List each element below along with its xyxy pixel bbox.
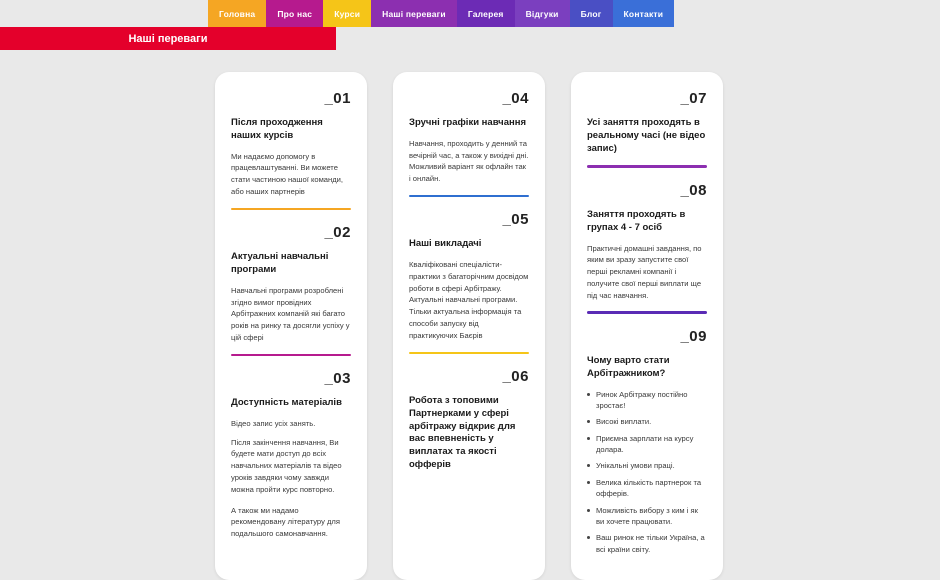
advantage-text: А також ми надамо рекомендовану літературу для подальшого самонавчання. <box>231 505 340 539</box>
advantage-title: Зручні графіки навчання <box>409 117 526 128</box>
advantage-number: _04 <box>502 90 529 107</box>
advantage-bullet-list <box>587 389 707 556</box>
advantage-text: Практичні домашні завдання, по яким ви зразу запустите свої перші рекламні компанії і получите свої перші виплати ще під час навчання. <box>587 243 702 300</box>
advantage-block-02 <box>231 224 351 356</box>
nav-item-label: Відгуки <box>525 8 559 19</box>
nav-item-label: Курси <box>334 8 361 19</box>
advantage-number: _09 <box>680 327 707 345</box>
advantage-block-08 <box>587 182 707 314</box>
advantage-title: Усі заняття проходять в реальному часі (не відео запис) <box>587 117 706 154</box>
nav-item-label: Галерея <box>467 8 504 19</box>
advantage-title: Після проходження наших курсів <box>231 117 323 141</box>
list-item: Приємна зарплати на курсу долара. <box>587 433 707 456</box>
list-item: Високі виплати. <box>587 416 707 427</box>
nav-item-2[interactable] <box>323 0 371 27</box>
advantage-text: Навчальні програми розроблені згідно вимог провідних Арбітражних компаній які багато років на ринку та досягли успіху у цій сфері <box>231 285 350 342</box>
list-item: Ваш ринок не тільки Україна, а всі країни світу. <box>587 532 707 555</box>
advantage-number: _07 <box>680 90 707 107</box>
advantage-block-06 <box>409 368 529 472</box>
advantage-title: Актуальні навчальні програми <box>231 251 329 275</box>
advantages-columns <box>0 72 940 580</box>
list-item: Велика кількість партнерок та офферів. <box>587 477 707 500</box>
nav-item-0[interactable] <box>208 0 266 27</box>
advantage-number: _08 <box>680 181 707 199</box>
advantage-number: _03 <box>324 370 351 388</box>
advantage-number: _02 <box>324 224 351 242</box>
advantage-text: Навчання, проходить у денний та вечірній час, а також у вихідні дні. Можливий варіант як офлайн так і онлайн. <box>409 138 529 184</box>
nav-item-6[interactable] <box>570 0 613 27</box>
nav-item-label: Наші переваги <box>382 8 446 19</box>
nav-item-4[interactable] <box>457 0 515 27</box>
advantage-divider <box>231 208 351 211</box>
advantage-title: Заняття проходять в групах 4 - 7 осіб <box>587 208 686 233</box>
advantage-text: Ми надаємо допомогу в працевлаштуванні. Ви можете стати частиною нашої команди, або наших партнерів <box>231 151 343 196</box>
advantage-title: Доступність матеріалів <box>231 397 342 409</box>
advantage-number: _06 <box>502 368 529 386</box>
top-navigation <box>208 0 674 27</box>
advantage-title: Наші викладачі <box>409 238 482 250</box>
section-banner-inner <box>0 27 336 50</box>
list-item: Унікальні умови праці. <box>587 460 707 471</box>
advantage-divider <box>409 352 529 355</box>
advantages-column-3 <box>571 72 723 580</box>
page-title: Наші переваги <box>128 32 208 45</box>
nav-item-label: Головна <box>219 8 256 19</box>
advantage-block-05 <box>409 211 529 354</box>
advantage-text: Кваліфіковані спеціалісти-практики з багаторічним досвідом роботи в сфері Арбітражу. Актуальні навчальні програми. Тільки актуальна інформація та способи запуску від практикуючих Баєрів <box>409 260 529 340</box>
advantage-block-04 <box>409 90 529 197</box>
nav-item-3[interactable] <box>371 0 457 27</box>
advantage-block-07 <box>587 90 707 168</box>
advantages-column-1 <box>215 72 367 580</box>
nav-item-7[interactable] <box>613 0 675 27</box>
advantages-column-2 <box>393 72 545 580</box>
advantage-title: Робота з топовими Партнерками у сфері арбітражу відкриє для вас впевненість у виплатах та якості офферів <box>409 395 516 471</box>
nav-item-5[interactable] <box>515 0 570 27</box>
advantage-number: _05 <box>502 211 529 229</box>
advantage-text: Після закінчення навчання, Ви будете мати доступ до всіх навчальних матеріалів та відео уроків завдяки чому завжди можна пройти курс повторно. <box>231 437 342 494</box>
advantage-divider <box>231 354 351 357</box>
advantage-block-09 <box>587 328 707 555</box>
advantage-text: Відео запис усіх занять. <box>231 418 316 428</box>
list-item: Можливість вибору з ким і як ви хочете працювати. <box>587 505 707 528</box>
list-item: Ринок Арбітражу постійно зростає! <box>587 389 707 412</box>
nav-item-1[interactable] <box>266 0 323 27</box>
advantage-divider <box>587 165 707 168</box>
nav-item-label: Блог <box>580 8 602 19</box>
advantage-divider <box>587 311 707 314</box>
nav-item-label: Про нас <box>277 8 313 19</box>
advantage-block-01 <box>231 90 351 210</box>
nav-item-label: Контакти <box>623 8 664 19</box>
advantage-number: _01 <box>324 90 351 107</box>
advantage-title: Чому варто стати Арбітражником? <box>587 354 670 379</box>
advantage-block-03 <box>231 370 351 540</box>
advantage-divider <box>409 195 529 198</box>
